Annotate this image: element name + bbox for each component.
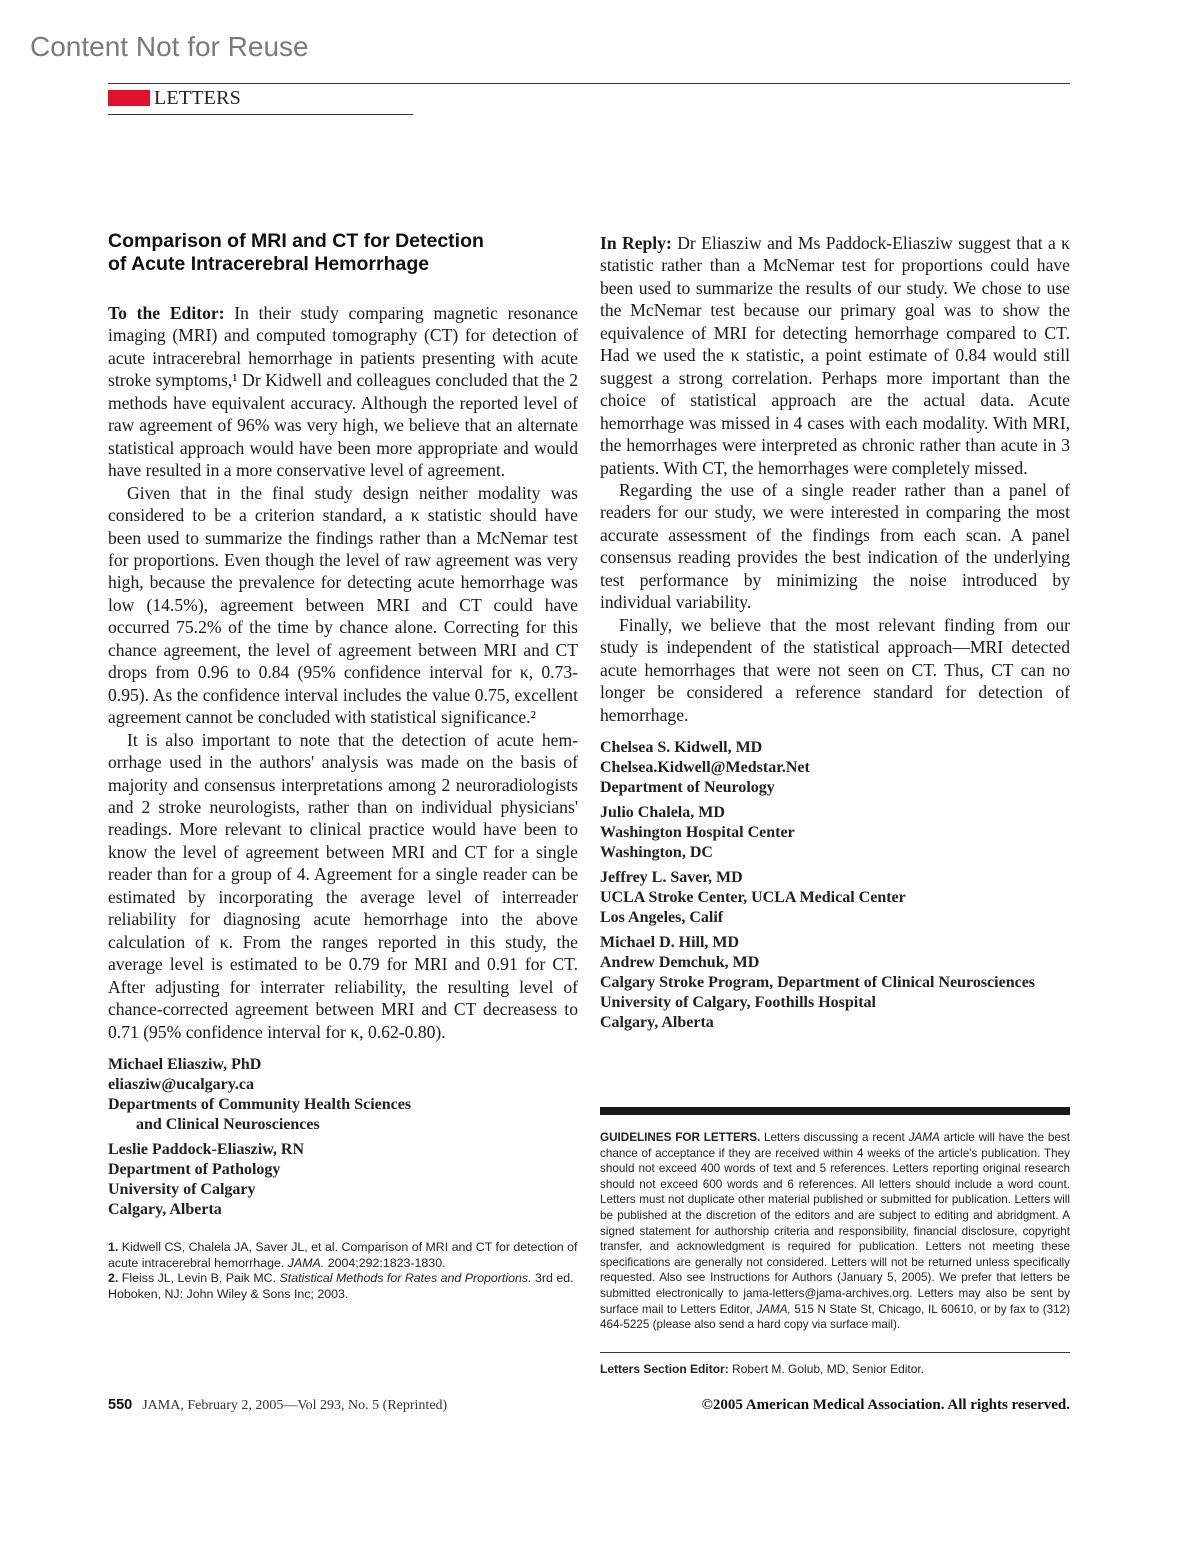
signature-line: Leslie Paddock-Eliasziw, RN: [108, 1140, 305, 1158]
section-rule: [108, 114, 413, 115]
signature-block: [600, 868, 1070, 928]
signature-block: [600, 738, 1070, 798]
signature-line: and Clinical Neurosciences: [136, 1115, 320, 1133]
signature-line: Departments of Community Health Sciences: [108, 1095, 412, 1113]
reference-item: [108, 1240, 578, 1271]
reference-text: 2004;292:1823-1830.: [324, 1255, 446, 1270]
guidelines-rule: [600, 1107, 1070, 1115]
letter-signatures: [108, 1055, 578, 1220]
letter-paragraph-1: [108, 302, 578, 482]
signature-email-link[interactable]: eliasziw@ucalgary.ca: [108, 1075, 254, 1093]
section-color-bar: [108, 90, 150, 106]
guidelines-heading: GUIDELINES FOR LETTERS.: [600, 1131, 761, 1144]
guidelines-journal: JAMA,: [756, 1302, 791, 1316]
reply-lead-in: In Reply:: [600, 233, 672, 253]
letter-text-1: In their study comparing magnetic resonance imaging (MRI) and computed tomography (CT) for detection of acute intracerebral hemorrhage in patients presenting with acute stroke symptoms,¹ Dr Kidwell and colleagues concluded that the 2 methods have equivalent accuracy. Although the reported level of raw agreement of 96% was very high, we believe that an alternate statistical approach would have been more appropriate and would have resulted in a more conservative level of agreement.: [108, 303, 578, 481]
journal-citation: JAMA, February 2, 2005—Vol 293, No. 5 (Reprinted): [142, 1398, 448, 1413]
copyright-notice: ©2005 American Medical Association. All rights reserved.: [701, 1397, 1070, 1413]
guidelines-text: 515 N State St, Chicago, IL 60610, or by fax to (312) 464-5225 (please also send a hard copy via surface mail).: [600, 1302, 1070, 1332]
signature-line: Jeffrey L. Saver, MD: [600, 868, 743, 886]
signature-line: Washington, DC: [600, 843, 713, 861]
signature-line: Calgary Stroke Program, Department of Clinical Neurosciences: [600, 973, 1036, 991]
reference-text: Kidwell CS, Chalela JA, Saver JL, et al. Comparison of MRI and CT for detection of acute intracerebral hemorrhage.: [108, 1239, 578, 1270]
guidelines-for-letters: [600, 1130, 1070, 1333]
top-rule: [108, 83, 1070, 84]
signature-line: Los Angeles, Calif: [600, 908, 724, 926]
signature-line: Washington Hospital Center: [600, 823, 795, 841]
reply-paragraph-3: Finally, we believe that the most relevant finding from our study is independent of the statistical approach—MRI detected acute hemorrhages that were not seen on CT. Thus, CT can no longer be considered a reference standard for detection of hemorrhage.: [600, 614, 1070, 725]
reference-book-title: Statistical Methods for Rates and Proportions.: [279, 1271, 532, 1286]
signature-line: Calgary, Alberta: [600, 1013, 714, 1031]
editor-rule: [600, 1352, 1070, 1353]
reference-number: 2.: [108, 1271, 119, 1286]
letter-column: [108, 230, 578, 1302]
references: [108, 1240, 578, 1302]
letter-paragraph-3: It is also important to note that the detection of acute hemorrhage used in the authors' analysis was made on the basis of majority and consensus interpretations among 2 neuroradiologists and 2 stroke neurologists, rather than on individual physicians' readings. More relevant to clinical practice would have been to know the level of agreement between MRI and CT for a single reader than for a group of 4. Agreement for a single reader can be estimated by incorporating the average level of interreader reliability for diagnosing acute hemorrhage into the above calculation of κ. From the ranges reported in this study, the average level is estimated to be 0.79 for MRI and 0.91 for CT. After adjusting for interrater reliability, the resulting level of chance-corrected agreement between MRI and CT decreasess to 0.71 (95% confidence interval for κ, 0.62-0.80).: [108, 729, 578, 1042]
reference-text: 3rd ed. Hoboken, NJ: John Wiley & Sons Inc; 2003.: [108, 1271, 574, 1301]
signature-line: Chelsea S. Kidwell, MD: [600, 738, 763, 756]
reply-paragraph-1: [600, 232, 1070, 479]
signature-line: UCLA Stroke Center, UCLA Medical Center: [600, 888, 906, 906]
guidelines-journal: JAMA: [908, 1131, 940, 1144]
signature-block: [600, 803, 1070, 863]
signature-line: University of Calgary: [108, 1180, 256, 1198]
section-editor-name: Robert M. Golub, MD, Senior Editor.: [728, 1362, 925, 1376]
article-title: [108, 230, 578, 276]
signature-line: Calgary, Alberta: [108, 1200, 222, 1218]
reply-signatures: [600, 738, 1070, 1033]
reply-column: [600, 232, 1070, 1038]
signature-line: University of Calgary, Foothills Hospital: [600, 993, 876, 1011]
signature-line: Department of Pathology: [108, 1160, 281, 1178]
page-footer: [108, 1396, 447, 1415]
reference-journal: JAMA.: [287, 1255, 325, 1270]
signature-block: [600, 933, 1070, 1033]
reference-item: [108, 1271, 578, 1302]
title-line-1: Comparison of MRI and CT for Detection: [108, 230, 484, 252]
page-number: 550: [108, 1397, 133, 1413]
signature-line: Julio Chalela, MD: [600, 803, 725, 821]
guidelines-text: Letters discussing a recent: [760, 1131, 909, 1144]
watermark: Content Not for Reuse: [30, 31, 309, 62]
section-editor: [600, 1362, 924, 1377]
reference-number: 1.: [108, 1239, 119, 1254]
signature-block: [108, 1055, 578, 1135]
signature-line: Michael Eliasziw, PhD: [108, 1055, 262, 1073]
letter-lead-in: To the Editor:: [108, 303, 225, 323]
title-line-2: of Acute Intracerebral Hemorrhage: [108, 253, 430, 275]
letter-paragraph-2: Given that in the final study design neither modality was considered to be a criterion standard, a κ statistic should have been used to summarize the findings rather than a McNemar test for proportions. Even though the level of raw agreement was very high, because the prevalence for detecting acute hemorrhage was low (14.5%), agreement between MRI and CT could have occurred 75.2% of the time by chance alone. Correcting for this chance agreement, the level of agreement between MRI and CT drops from 0.96 to 0.84 (95% confidence interval for κ, 0.73-0.95). As the confidence interval includes the value 0.75, excellent agreement cannot be concluded with statistical significance.²: [108, 482, 578, 728]
signature-block: [108, 1140, 578, 1220]
guidelines-text: article will have the best chance of acceptance if they are received within 4 weeks of the article's publication. They should not exceed 400 words of text and 5 references. Letters reporting original research should not exceed 600 words and 6 references. All letters should include a word count. Letters must not duplicate other material published or submitted for publication. Letters will be published at the discretion of the editors and are subject to editing and abridgment. A signed statement for authorship criteria and responsibility, financial disclosure, copyright transfer, and acknowledgment is required for publication. Letters not meeting these specifications are generally not considered. Letters will not be returned unless specifically requested. Also see Instructions for Authors (January 5, 2005). We prefer that letters be submitted electronically to jama-letters@jama-archives.org. Letters may also be sent by surface mail to Letters Editor,: [600, 1131, 1070, 1316]
signature-line: Andrew Demchuk, MD: [600, 953, 760, 971]
signature-email-link[interactable]: Chelsea.Kidwell@Medstar.Net: [600, 758, 810, 776]
signature-line: Michael D. Hill, MD: [600, 933, 740, 951]
section-label: LETTERS: [154, 87, 241, 109]
reply-paragraph-2: Regarding the use of a single reader rather than a panel of readers for our study, we were interested in comparing the most accurate assessment of the findings from each scan. A panel consensus reading provides the best indication of the underlying test performance by minimizing the noise introduced by individual variability.: [600, 479, 1070, 613]
reply-text-1: Dr Eliasziw and Ms Paddock-Eliasziw suggest that a κ statistic rather than a McNemar test for proportions could have been used to summarize the results of our study. We chose to use the McNemar test because our primary goal was to show the equivalence of MRI for detecting hemorrhage compared to CT. Had we used the κ statistic, a point estimate of 0.84 would still suggest a strong correlation. Perhaps more important than the choice of statistical approach are the actual data. Acute hemorrhage was missed in 4 cases with each modality. With MRI, the hemorrhages were interpreted as chronic rather than acute in 3 patients. With CT, the hemorrhages were completely missed.: [600, 233, 1070, 478]
section-editor-label: Letters Section Editor:: [600, 1362, 729, 1376]
signature-line: Department of Neurology: [600, 778, 775, 796]
reference-text: Fleiss JL, Levin B, Paik MC.: [118, 1271, 280, 1286]
